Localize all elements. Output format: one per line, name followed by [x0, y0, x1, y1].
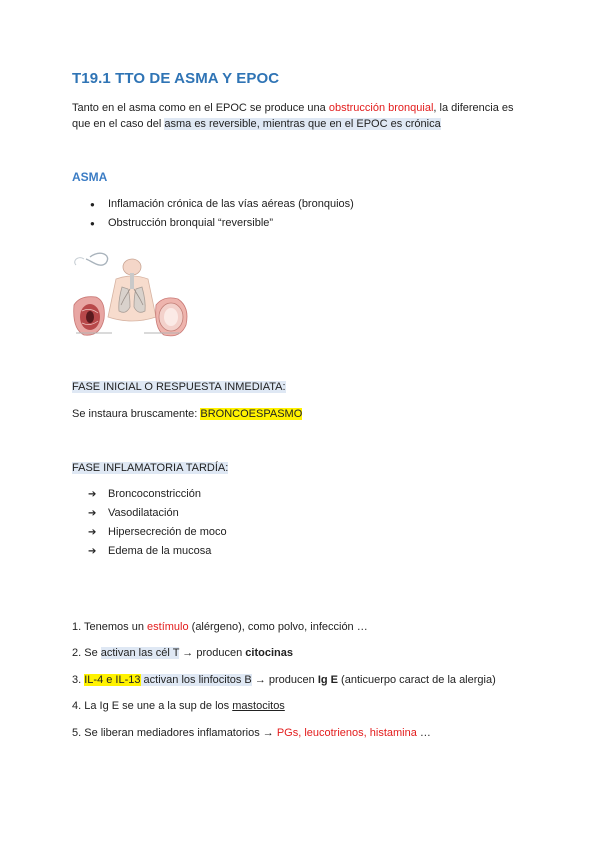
step-5-text: 5. Se liberan mediadores inflamatorios →	[72, 727, 277, 739]
step-3-ige: Ig E	[317, 674, 338, 686]
step-2-celt: activan las cél T	[100, 647, 180, 659]
intro-obstruccion: obstrucción bronquial	[328, 102, 434, 114]
step-3-interleucinas: IL-4 e IL-13	[84, 674, 141, 686]
step-3-number: 3.	[72, 674, 85, 686]
step-5-ellipsis: …	[416, 727, 431, 739]
intro-text-2: , la diferencia es que en el caso del	[72, 102, 514, 130]
step-1-text: 1. Tenemos un	[72, 621, 148, 633]
fase-tardia-item-3: ➔ Hipersecreción de moco	[88, 523, 227, 542]
fase-tardia-heading: FASE INFLAMATORIA TARDÍA:	[72, 462, 229, 474]
fase-inicial-text: Se instaura bruscamente:	[72, 408, 201, 420]
intro-paragraph	[72, 100, 532, 132]
step-3-rest: (anticuerpo caract de la alergia)	[338, 674, 496, 686]
step-3	[72, 672, 496, 688]
step-3-linfocitos: activan los linfocitos B	[140, 674, 252, 686]
step-2	[72, 645, 293, 661]
step-1	[72, 619, 368, 635]
step-5	[72, 725, 431, 741]
fase-tardia-item-1: ➔ Broncoconstricción	[88, 485, 227, 504]
broncoespasmo-highlight: BRONCOESPASMO	[200, 408, 303, 420]
step-2-arrow: → producen	[179, 647, 246, 659]
step-4	[72, 698, 285, 714]
step-4-text: 4. La Ig E se une a la sup de los	[72, 700, 233, 712]
page-title: T19.1 TTO DE ASMA Y EPOC	[72, 70, 280, 87]
step-3-arrow: → producen	[251, 674, 318, 686]
fase-tardia-list	[88, 485, 227, 561]
step-1-rest: (alérgeno), como polvo, infección …	[188, 621, 368, 633]
intro-reversible: asma es reversible	[164, 118, 257, 130]
asthma-lungs-illustration	[72, 245, 192, 345]
asma-bullet-1: ● Inflamación crónica de las vías aéreas (bronquios)	[88, 195, 354, 214]
fase-inicial-line	[72, 408, 302, 420]
fase-inicial-heading: FASE INICIAL O RESPUESTA INMEDIATA:	[72, 381, 286, 393]
step-2-text: 2. Se	[72, 647, 101, 659]
intro-text-1: Tanto en el asma como en el EPOC se produce una	[72, 102, 329, 114]
step-5-mediadores: PGs, leucotrienos, histamina	[276, 727, 417, 739]
section-asma-heading: ASMA	[72, 170, 108, 184]
fase-tardia-item-4: ➔ Edema de la mucosa	[88, 542, 227, 561]
fase-tardia-item-2: ➔ Vasodilatación	[88, 504, 227, 523]
asma-bullet-list	[88, 195, 354, 233]
intro-text-3: , mientras que en el EPOC es crónica	[256, 118, 441, 130]
step-2-citocinas: citocinas	[245, 647, 293, 659]
step-1-estimulo: estímulo	[147, 621, 189, 633]
step-4-mastocitos: mastocitos	[232, 700, 285, 712]
asma-bullet-2: ● Obstrucción bronquial “reversible”	[88, 214, 354, 233]
